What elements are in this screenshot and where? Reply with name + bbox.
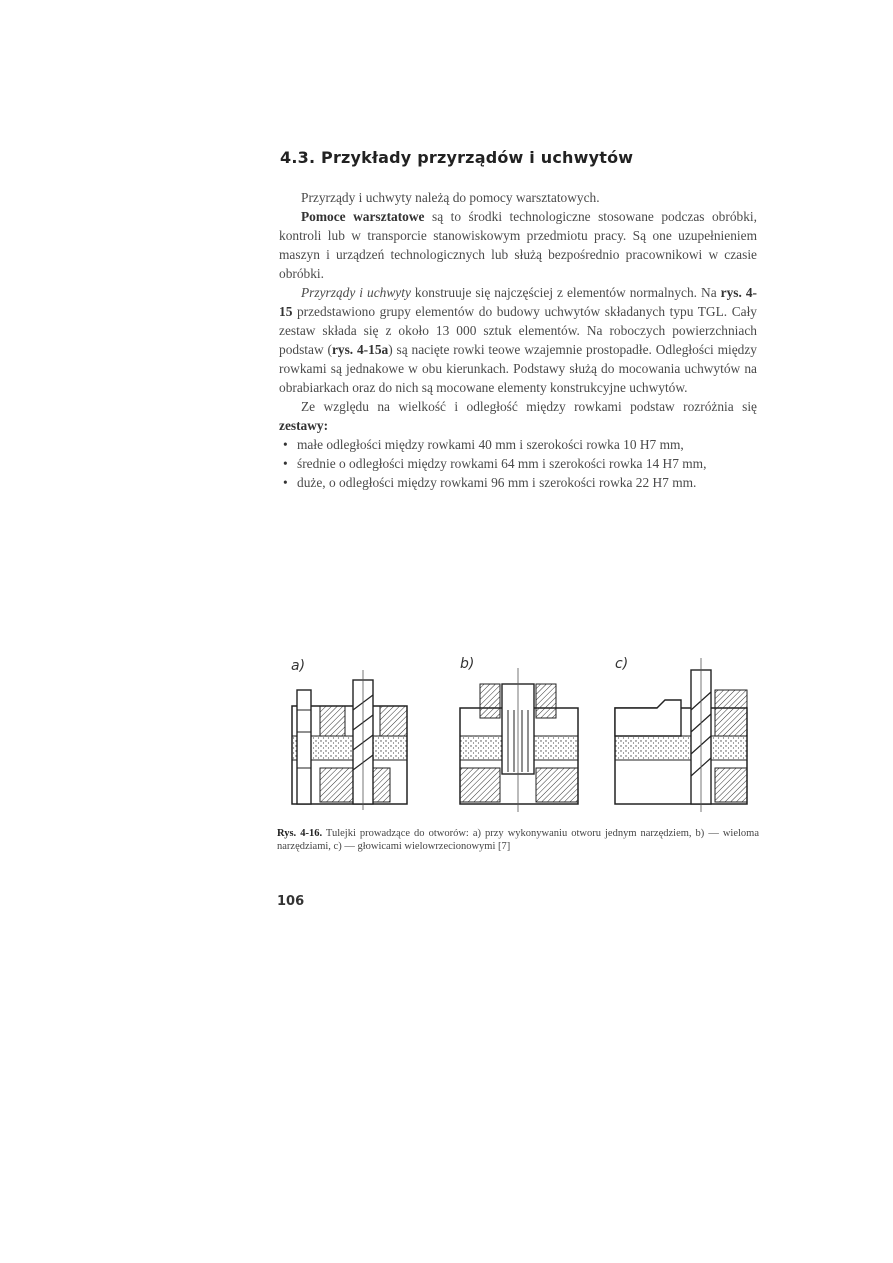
sets-list [279,435,757,492]
list-item: • duże, o odległości między rowkami 96 mm i szerokości rowka 22 H7 mm. [279,473,757,492]
paragraph-4 [279,397,757,435]
figure-label-a: a) [291,658,306,674]
figure-label-c: c) [615,656,629,672]
paragraph-4-text: Ze względu na wielkość i odległość między rowkami podstaw rozróżnia się [301,399,757,414]
figure-caption [277,828,759,853]
paragraph-3-text-c: ) są nacięte rowki teowe wzajemnie prostopadłe. Odległości między rowkami są jednakowe w obu kierunkach. Podstawy służą do mocowania uchwytów na obrabiarkach oraz do nich są mocowane elementy konstrukcyjne uchwytów. [279,342,757,395]
figure-4-16 [275,650,765,820]
caption-reference: Rys. 4-16. [277,828,323,839]
drawing-a [280,650,420,820]
paragraph-3 [279,283,757,397]
drawing-c [605,650,755,820]
list-item: • małe odległości między rowkami 40 mm i szerokości rowka 10 H7 mm, [279,435,757,454]
figure-reference-1: rys. 4-15 [279,285,758,319]
page-number: 106 [277,894,305,909]
paragraph-2-text: są to środki technologiczne stosowane podczas obróbki, kontroli lub w transporcie stanowiskowym przedmiotu pracy. Są one uzupełnieniem maszyn i urządzeń technologicznych lub służą bezpośrednio pracownikowi w czasie obróbki. [279,209,757,281]
section-heading [280,148,633,167]
body-text [279,188,757,492]
term-przyrzady-i-uchwyty: Przyrządy i uchwyty [301,285,411,300]
paragraph-3-text-b: przedstawiono grupy elementów do budowy uchwytów składanych typu TGL. Cały zestaw składa się z około 13 000 sztuk elementów. Na roboczych powierzchniach podstaw ( [279,304,757,357]
paragraph-1 [279,188,757,207]
paragraph-2 [279,207,757,283]
list-item: • średnie o odległości między rowkami 64 mm i szerokości rowka 14 H7 mm, [279,454,757,473]
section-title: Przykłady przyrządów i uchwytów [321,148,634,167]
term-zestawy: zestawy: [279,418,329,433]
figure-reference-2: rys. 4-15a [331,342,389,357]
paragraph-1-text: Przyrządy i uchwyty należą do pomocy warsztatowych. [301,190,600,205]
section-number: 4.3. [280,148,316,167]
caption-text: Tulejki prowadzące do otworów: a) przy wykonywaniu otworu jednym narzędziem, b) — wieloma narzędziami, c) — głowicami wielowrzecionowymi [7] [277,828,760,852]
drawing-b [450,650,590,820]
figure-label-b: b) [460,656,475,672]
paragraph-3-text-a: konstruuje się najczęściej z elementów normalnych. Na [410,285,721,300]
term-pomoce-warsztatowe: Pomoce warsztatowe [301,209,425,224]
